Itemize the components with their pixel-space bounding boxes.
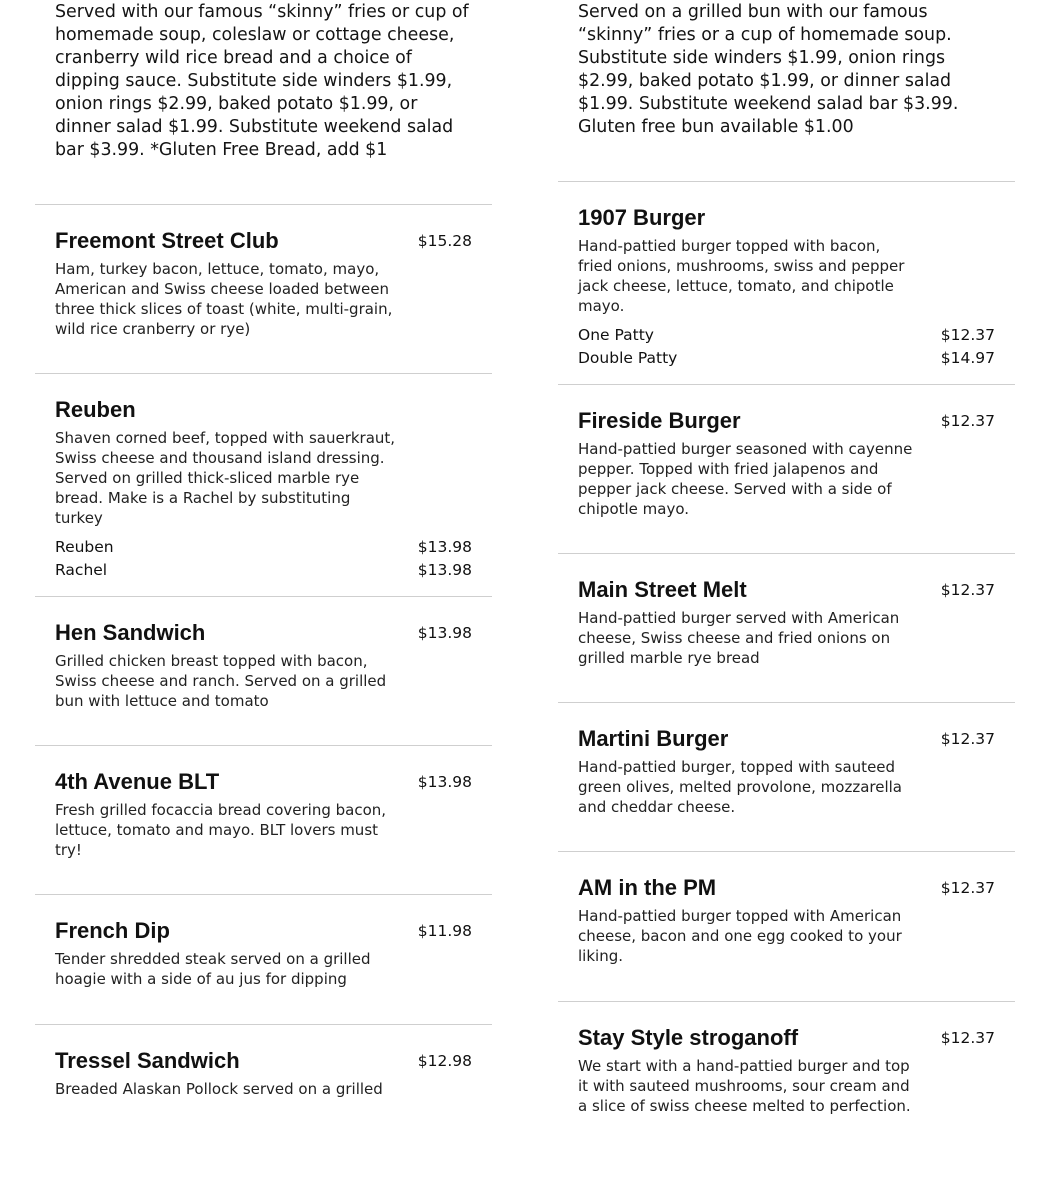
menu-item-header <box>578 576 995 668</box>
menu-item-price: $12.37 <box>940 581 995 599</box>
menu-list <box>558 181 1015 1162</box>
menu-item-description: Ham, turkey bacon, lettuce, tomato, mayo, American and Swiss cheese loaded between three thick slices of toast (white, multi-grain, wild rice cranberry or rye) <box>55 260 393 338</box>
menu-item-description: We start with a hand-pattied burger and top it with sauteed mushrooms, sour cream and a slice of swiss cheese melted to perfection. <box>578 1057 911 1115</box>
menu-item-price: $13.98 <box>417 773 472 791</box>
menu-list <box>35 204 492 1185</box>
section-intro: Served with our famous “skinny” fries or cup of homemade soup, coleslaw or cottage cheese, cranberry wild rice bread and a choice of dipping sauce. Substitute side winders $1.99, onion rings $2.99, baked potato $1.99, or dinner salad $1.99. Substitute weekend salad bar $3.99. *Gluten Free Bread, add $1 <box>55 2 469 160</box>
menu-item <box>35 596 492 745</box>
menu-item-name: Fireside Burger <box>578 408 741 433</box>
menu-item-description: Hand-pattied burger seasoned with cayenne pepper. Topped with fried jalapenos and pepper jack cheese. Served with a side of chipotle mayo. <box>578 440 913 518</box>
size-option <box>55 559 472 582</box>
menu-item-header <box>55 1047 472 1099</box>
menu-item-price: $12.37 <box>940 730 995 748</box>
menu-item-name: Stay Style stroganoff <box>578 1025 799 1050</box>
menu-item-text <box>55 227 400 339</box>
menu-item-price: $12.98 <box>417 1052 472 1070</box>
menu-item-header <box>578 1024 995 1116</box>
menu-item-text <box>55 1047 400 1099</box>
menu-item-description: Shaven corned beef, topped with sauerkraut, Swiss cheese and thousand island dressing. Served on grilled thick-sliced marble rye bread. Make is a Rachel by substituting turkey <box>55 429 396 527</box>
menu-item <box>35 204 492 373</box>
size-option <box>578 324 995 347</box>
menu-item-name: Hen Sandwich <box>55 620 206 645</box>
menu-item-description: Tender shredded steak served on a grilled hoagie with a side of au jus for dipping <box>55 950 371 988</box>
menu-item-text <box>578 204 918 316</box>
menu-item-name: Freemont Street Club <box>55 228 279 253</box>
size-options <box>578 324 995 370</box>
menu-item <box>558 181 1015 384</box>
menu-item-header <box>55 917 472 989</box>
menu-item-description: Breaded Alaskan Pollock served on a grilled <box>55 1080 383 1098</box>
menu-item-price: $15.28 <box>417 232 472 250</box>
option-label: Rachel <box>55 561 108 579</box>
option-price: $13.98 <box>417 538 472 556</box>
menu-item-name: Tressel Sandwich <box>55 1048 240 1073</box>
menu-item-text <box>55 396 400 528</box>
menu-item <box>558 384 1015 553</box>
menu-item-text <box>578 874 918 966</box>
menu-item-price: $11.98 <box>417 922 472 940</box>
menu-item-text <box>55 619 400 711</box>
menu-item <box>35 894 492 1024</box>
size-option <box>55 536 472 559</box>
menu-item-header <box>578 407 995 519</box>
option-price: $12.37 <box>940 326 995 344</box>
menu-item-header <box>578 725 995 817</box>
menu-item <box>35 745 492 894</box>
menu-item <box>35 1024 492 1185</box>
menu-item-name: French Dip <box>55 918 170 943</box>
section-intro: Served on a grilled bun with our famous “skinny” fries or a cup of homemade soup. Substitute side winders $1.99, onion rings $2.99, baked potato $1.99, or dinner salad $1.99. Substitute weekend salad bar $3.99. Gluten free bun available $1.00 <box>578 2 959 137</box>
menu-item <box>558 1001 1015 1162</box>
menu-item-description: Hand-pattied burger, topped with sauteed green olives, melted provolone, mozzarella and cheddar cheese. <box>578 758 902 816</box>
menu-item-description: Hand-pattied burger served with American cheese, Swiss cheese and fried onions on grilled marble rye bread <box>578 609 900 667</box>
option-price: $14.97 <box>940 349 995 367</box>
menu-item-description: Hand-pattied burger topped with bacon, fried onions, mushrooms, swiss and pepper jack cheese, lettuce, tomato, and chipotle mayo. <box>578 237 905 315</box>
menu-item-header <box>55 227 472 339</box>
menu-item-name: 1907 Burger <box>578 205 706 230</box>
menu-item <box>35 373 492 596</box>
menu-item-name: Reuben <box>55 397 136 422</box>
menu-item-description: Hand-pattied burger topped with American cheese, bacon and one egg cooked to your liking. <box>578 907 902 965</box>
menu-item <box>558 553 1015 702</box>
menu-item-description: Grilled chicken breast topped with bacon, Swiss cheese and ranch. Served on a grilled bun with lettuce and tomato <box>55 652 387 710</box>
menu-item-name: AM in the PM <box>578 875 717 900</box>
menu-item-name: Main Street Melt <box>578 577 747 602</box>
size-option <box>578 347 995 370</box>
menu-item <box>558 702 1015 851</box>
menu-item-name: 4th Avenue BLT <box>55 769 220 794</box>
menu-item-text <box>578 576 918 668</box>
menu-item-price: $12.37 <box>940 1029 995 1047</box>
menu-item-text <box>55 768 400 860</box>
menu-item-header <box>578 874 995 966</box>
menu-item <box>558 851 1015 1001</box>
burgers-column <box>558 0 1015 1162</box>
menu-item-header <box>578 204 995 316</box>
menu-item-text <box>578 725 918 817</box>
menu-item-price: $12.37 <box>940 412 995 430</box>
sandwiches-column <box>35 0 492 1185</box>
menu-item-text <box>578 1024 918 1116</box>
menu-item-text <box>578 407 918 519</box>
menu-item-price: $13.98 <box>417 624 472 642</box>
menu-item-header <box>55 768 472 860</box>
menu-item-description: Fresh grilled focaccia bread covering bacon, lettuce, tomato and mayo. BLT lovers must try! <box>55 801 387 859</box>
option-label: Double Patty <box>578 349 678 367</box>
size-options <box>55 536 472 582</box>
option-label: One Patty <box>578 326 654 344</box>
menu-item-price: $12.37 <box>940 879 995 897</box>
option-price: $13.98 <box>417 561 472 579</box>
menu-item-header <box>55 396 472 528</box>
option-label: Reuben <box>55 538 114 556</box>
menu-item-text <box>55 917 400 989</box>
menu-item-name: Martini Burger <box>578 726 729 751</box>
menu-item-header <box>55 619 472 711</box>
